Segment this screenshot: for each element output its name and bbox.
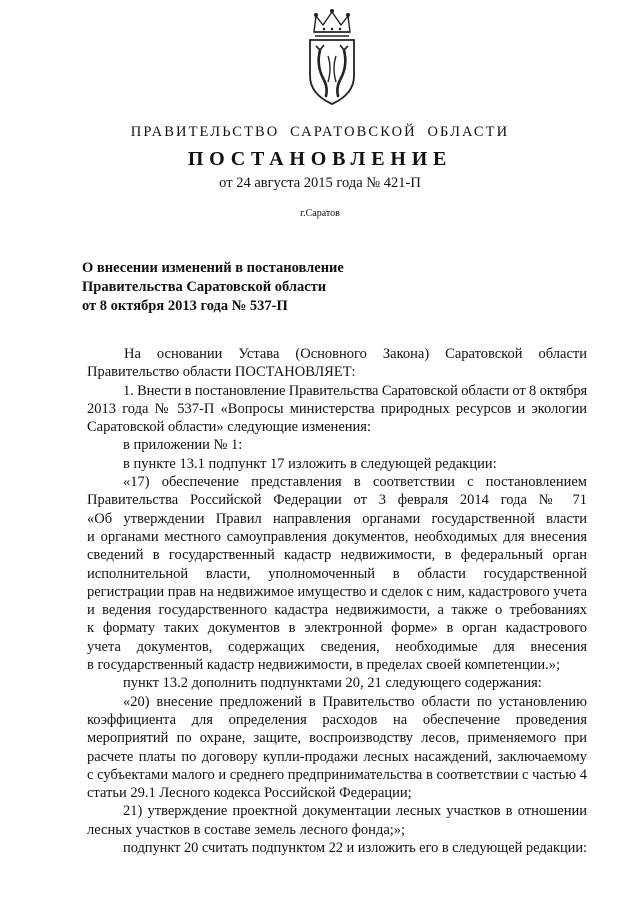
title-line: О внесении изменений в постановление (82, 260, 344, 276)
body-line: в государственный кадастр недвижимости, в пределах своей компетенции.»; (87, 657, 561, 674)
body-line: коэффициента для определения расходов на обеспечение проведения (87, 711, 587, 728)
body-line: и органами местного самоуправления документов, необходимых для внесения (87, 528, 587, 545)
body-line: пункт 13.2 дополнить подпунктами 20, 21 следующего содержания: (123, 675, 542, 692)
body-line: мероприятий по охране, защите, воспроизводству лесов, применяемого при (87, 730, 587, 747)
government-name: ПРАВИТЕЛЬСТВО САРАТОВСКОЙ ОБЛАСТИ (130, 124, 510, 140)
body-line: статьи 29.1 Лесного кодекса Российской Федерации; (87, 785, 412, 802)
body-line: «17) обеспечение представления в соответствии с постановлением (123, 474, 587, 491)
body-line: лесных участков в составе земель лесного фонда;»; (87, 821, 406, 838)
document-title (82, 259, 382, 316)
body-line: и ведения государственного кадастра недвижимости, а также о требованиях (87, 602, 587, 619)
document-city: г.Саратов (300, 208, 340, 219)
body-line: исполнительной власти, уполномоченный в области государственной (87, 565, 587, 582)
body-line: Правительства Российской Федерации от 3 февраля 2014 года № 71 (87, 492, 587, 509)
body-line: регистрации прав на недвижимое имущество и сделок с ним, кадастрового учета (87, 583, 587, 600)
title-line: от 8 октября 2013 года № 537-П (82, 298, 288, 314)
body-line: «20) внесение предложений в Правительство области по установлению (123, 693, 587, 710)
body-line: «Об утверждении Правил направления органами государственной власти (87, 510, 587, 527)
title-line: Правительства Саратовской области (82, 279, 327, 295)
document-type: ПОСТАНОВЛЕНИЕ (187, 148, 453, 170)
body-line: На основании Устава (Основного Закона) Саратовской области (124, 346, 587, 362)
body-line: учета документов, содержащих сведения, необходимые для внесения (87, 638, 587, 655)
body-line: расчете платы по договору купли-продажи лесных насаждений, заключаемому (87, 748, 587, 765)
body-line: Правительство области ПОСТАНОВЛЯЕТ: (87, 364, 356, 381)
body-line: с субъектами малого и среднего предпринимательства в соответствии с частью 4 (87, 766, 587, 783)
document-body (87, 345, 587, 857)
body-line: 21) утверждение проектной документации лесных участков в отношении (123, 803, 587, 820)
document-date-number: от 24 августа 2015 года № 421-П (219, 175, 421, 191)
body-line: 2013 года № 537-П «Вопросы министерства природных ресурсов и экологии (87, 400, 587, 417)
body-line: в приложении № 1: (123, 437, 243, 454)
saratov-coat-of-arms-icon (302, 8, 362, 108)
body-line: сведений в государственный кадастр недвижимости, в федеральный орган (87, 547, 587, 564)
body-line: 1. Внести в постановление Правительства Саратовской области от 8 октября (123, 382, 588, 399)
body-line: Саратовской области» следующие изменения: (87, 419, 371, 436)
body-line: в пункте 13.1 подпункт 17 изложить в следующей редакции: (123, 455, 497, 472)
body-line: подпункт 20 считать подпунктом 22 и изложить его в следующей редакции: (123, 840, 587, 857)
body-line: к формату таких документов в электронной форме» в орган кадастрового (87, 620, 587, 637)
